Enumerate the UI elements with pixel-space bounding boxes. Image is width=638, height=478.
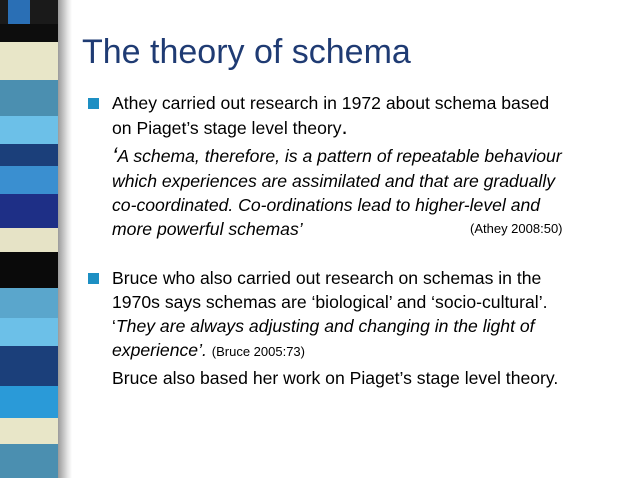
strip-shadow — [58, 0, 72, 478]
slide-title: The theory of schema — [82, 33, 411, 71]
athey-quote-text-4: more powerful schemas’ — [112, 219, 303, 239]
bruce-quote-text-1: They are always adjusting and changing in the light of — [115, 316, 535, 336]
athey-intro-line-2 — [112, 115, 623, 140]
athey-quote-line-1 — [112, 144, 623, 169]
bullet-bruce — [88, 266, 623, 390]
athey-intro-text: on Piaget’s stage level theory — [112, 118, 342, 138]
bullet-square-icon — [88, 273, 99, 284]
bruce-closing-line: Bruce also based her work on Piaget’s stage level theory. — [112, 368, 559, 388]
athey-citation: (Athey 2008:50) — [470, 221, 563, 236]
bruce-intro-line-2: 1970s says schemas are ‘biological’ and ‘socio-cultural’. — [112, 292, 548, 312]
bullet-square-icon — [88, 98, 99, 109]
athey-quote-line-3: co-coordinated. Co-ordinations lead to higher-level and — [112, 195, 541, 215]
bruce-open-quote: ‘ — [112, 316, 116, 336]
decorative-side-strip — [0, 0, 72, 478]
athey-open-quote: ‘ — [112, 143, 118, 170]
striped-band-graphic — [0, 0, 60, 478]
bruce-quote-line-2 — [112, 338, 623, 364]
bruce-citation: (Bruce 2005:73) — [211, 344, 305, 359]
athey-quote-line-4 — [112, 217, 623, 241]
slide-content — [88, 91, 623, 390]
bullet-athey — [88, 91, 623, 241]
bruce-intro-line-1: Bruce who also carried out research on schemas in the — [112, 268, 542, 288]
bruce-quote-line-1 — [112, 314, 623, 338]
athey-quote-text-1: A schema, therefore, is a pattern of repeatable behaviour — [117, 146, 562, 166]
athey-intro-period: . — [341, 114, 348, 139]
bruce-quote-text-2: experience’. — [112, 340, 207, 360]
athey-intro-line-1: Athey carried out research in 1972 about schema based — [112, 93, 550, 113]
athey-quote-line-2: which experiences are assimilated and that are gradually — [112, 171, 556, 191]
bullet-gap — [88, 241, 623, 266]
